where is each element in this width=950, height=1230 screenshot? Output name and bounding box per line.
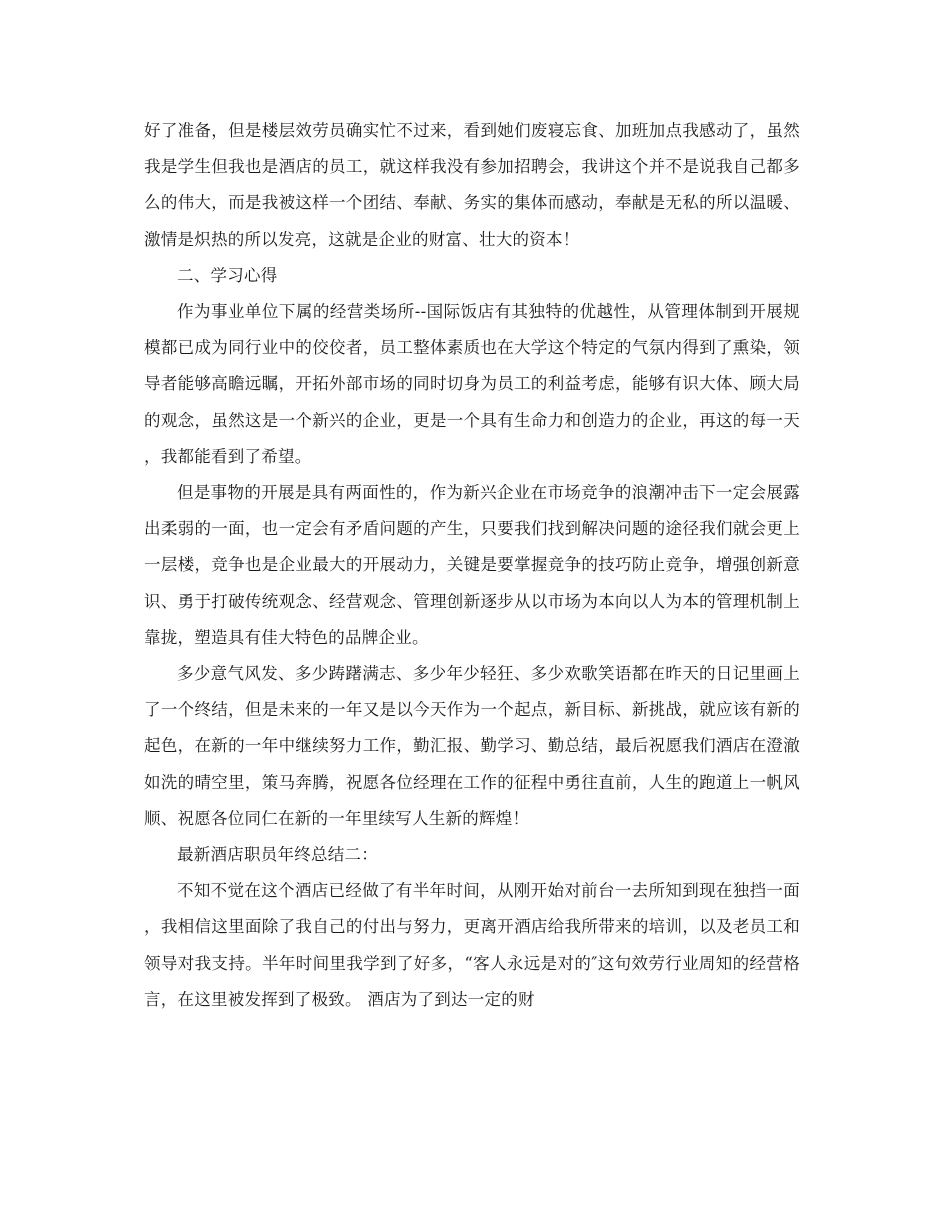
section-heading-study-insights: 二、学习心得 xyxy=(177,265,278,285)
paragraph-half-year-experience: 不知不觉在这个酒店已经做了有半年时间，从刚开始对前台一去所知到现在独挡一面，我相信这里面除了我自己的付出与努力，更离开酒店给我所带来的培训，以及老员工和领导对我支持。半年时间里我学到了好多，“客人永远是对的″这句效劳行业周知的经营格言，在这里被发挥到了极致。 酒店为了到达一定的财 xyxy=(144,881,800,1009)
paragraph-competition: 但是事物的开展是具有两面性的，作为新兴企业在市场竞争的浪潮冲击下一定会展露出柔弱的一面，也一定会有矛盾问题的产生，只要我们找到解决问题的途径我们就会更上一层楼，竞争也是企业最大的开展动力，关键是要掌握竞争的技巧防止竞争，增强创新意识、勇于打破传统观念、经营观念、管理创新逐步从以市场为本向以人为本的管理机制上靠拢，塑造具有佳大特色的品牌企业。 xyxy=(144,483,800,647)
paragraph-hotel-advantages: 作为事业单位下属的经营类场所--国际饭店有其独特的优越性，从管理体制到开展规模都已成为同行业中的佼佼者，员工整体素质也在大学这个特定的气氛内得到了熏染，领导者能够高瞻远瞩，开拓外部市场的同时切身为员工的利益考虑，能够有识大体、顾大局的观念，虽然这是一个新兴的企业，更是一个具有生命力和创造力的企业，再这的每一天，我都能看到了希望。 xyxy=(144,302,800,466)
paragraph-new-year-wishes: 多少意气风发、多少踌躇满志、多少年少轻狂、多少欢歌笑语都在昨天的日记里画上了一个终结，但是未来的一年又是以今天作为一个起点，新目标、新挑战，就应该有新的起色，在新的一年中继续努力工作，勤汇报、勤学习、勤总结，最后祝愿我们酒店在澄澈如洗的晴空里，策马奔腾，祝愿各位经理在工作的征程中勇往直前，人生的跑道上一帆风顺、祝愿各位同仁在新的一年里续写人生新的辉煌！ xyxy=(144,664,800,828)
section-heading-summary-two: 最新酒店职员年终总结二： xyxy=(177,845,378,865)
paragraph-intro-continuation: 好了准备，但是楼层效劳员确实忙不过来，看到她们废寝忘食、加班加点我感动了，虽然我是学生但我也是酒店的员工，就这样我没有参加招聘会，我讲这个并不是说我自己都多么的伟大，而是我被这样一个团结、奉献、务实的集体而感动，奉献是无私的所以温暖、激情是炽热的所以发亮，这就是企业的财富、壮大的资本！ xyxy=(144,121,800,249)
document-body xyxy=(144,113,800,1018)
